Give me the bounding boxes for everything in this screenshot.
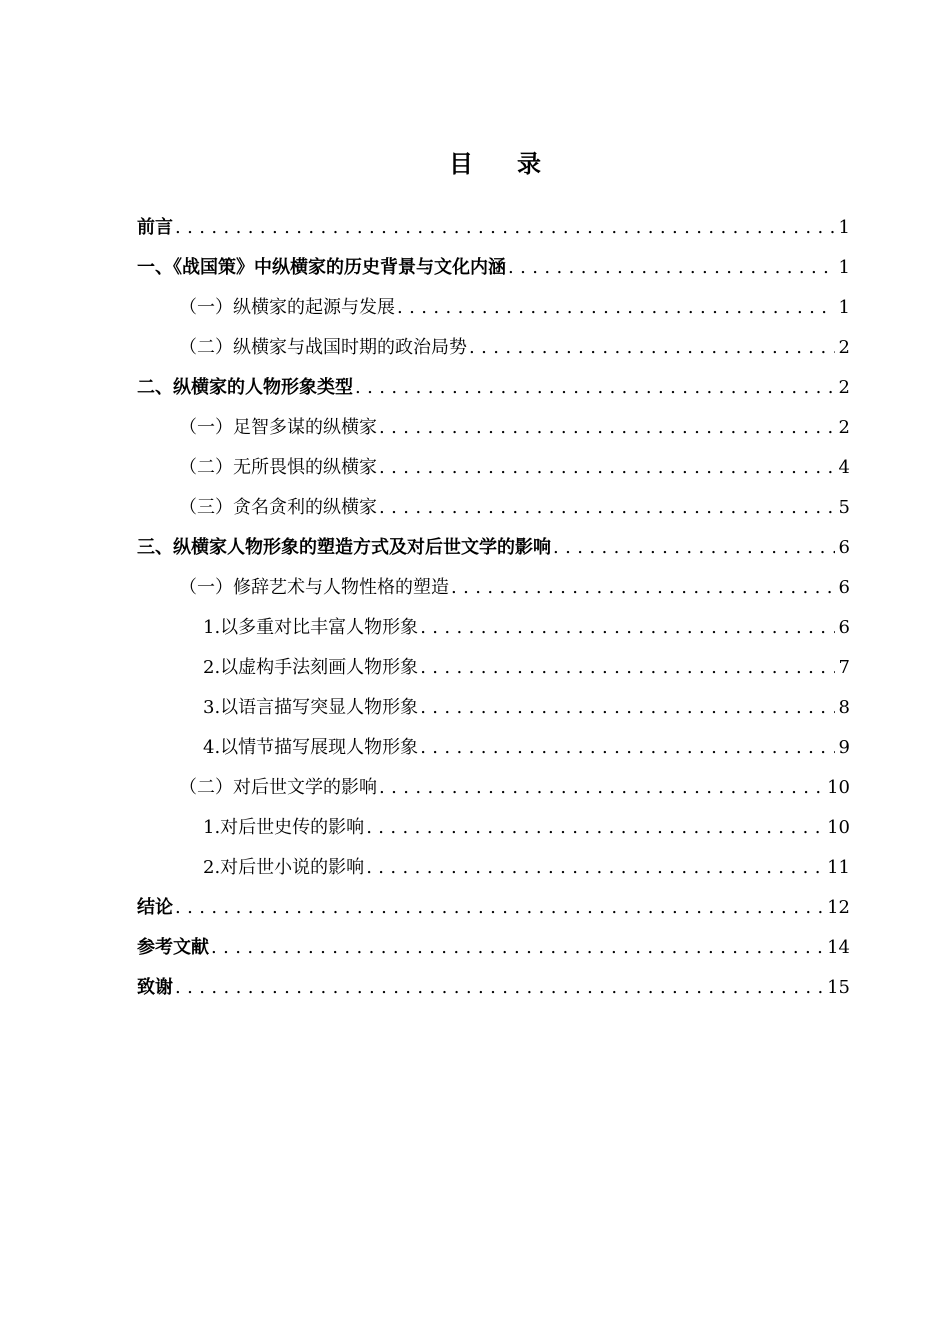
toc-entry-page-number: 5 bbox=[838, 497, 850, 518]
toc-entry-page-number: 15 bbox=[827, 977, 850, 998]
toc-entry[interactable] bbox=[137, 968, 850, 1008]
toc-entry[interactable] bbox=[137, 688, 850, 728]
toc-entry[interactable] bbox=[137, 408, 850, 448]
toc-dot-leader bbox=[211, 928, 823, 968]
toc-dot-leader bbox=[420, 688, 834, 728]
toc-entry-page-number: 2 bbox=[838, 337, 850, 358]
toc-entry-page-number: 4 bbox=[838, 457, 850, 478]
toc-entry[interactable] bbox=[137, 888, 850, 928]
toc-entry-label: 前言 bbox=[137, 217, 173, 238]
table-of-contents bbox=[137, 208, 850, 1008]
toc-entry-label: 2.以虚构手法刻画人物形象 bbox=[203, 657, 419, 678]
toc-entry[interactable] bbox=[137, 528, 850, 568]
toc-dot-leader bbox=[379, 448, 835, 488]
toc-entry-page-number: 6 bbox=[838, 617, 850, 638]
toc-entry[interactable] bbox=[137, 648, 850, 688]
toc-entry-page-number: 14 bbox=[827, 937, 850, 958]
toc-dot-leader bbox=[366, 848, 823, 888]
toc-entry-label: （一）修辞艺术与人物性格的塑造 bbox=[179, 577, 449, 598]
toc-entry-label: （二）对后世文学的影响 bbox=[179, 777, 377, 798]
toc-dot-leader bbox=[451, 568, 835, 608]
toc-entry-label: 二、纵横家的人物形象类型 bbox=[137, 377, 353, 398]
toc-entry-label: 2.对后世小说的影响 bbox=[203, 857, 365, 878]
toc-entry-label: 三、纵横家人物形象的塑造方式及对后世文学的影响 bbox=[137, 537, 551, 558]
toc-dot-leader bbox=[366, 808, 823, 848]
toc-entry-label: （一）纵横家的起源与发展 bbox=[179, 297, 395, 318]
toc-dot-leader bbox=[469, 328, 835, 368]
toc-dot-leader bbox=[420, 728, 834, 768]
toc-entry[interactable] bbox=[137, 368, 850, 408]
toc-entry-page-number: 10 bbox=[827, 817, 850, 838]
toc-dot-leader bbox=[175, 208, 835, 248]
toc-entry-label: （一）足智多谋的纵横家 bbox=[179, 417, 377, 438]
toc-dot-leader bbox=[508, 248, 835, 288]
toc-entry-label: 4.以情节描写展现人物形象 bbox=[203, 737, 419, 758]
toc-entry-label: （三）贪名贪利的纵横家 bbox=[179, 497, 377, 518]
toc-entry-label: （二）纵横家与战国时期的政治局势 bbox=[179, 337, 467, 358]
toc-dot-leader bbox=[175, 888, 823, 928]
toc-title-right: 录 bbox=[517, 149, 541, 178]
toc-entry[interactable] bbox=[137, 488, 850, 528]
toc-entry-page-number: 1 bbox=[838, 297, 850, 318]
toc-entry-page-number: 1 bbox=[838, 217, 850, 238]
toc-dot-leader bbox=[379, 488, 835, 528]
toc-entry-page-number: 9 bbox=[838, 737, 850, 758]
toc-entry-page-number: 7 bbox=[838, 657, 850, 678]
toc-entry[interactable] bbox=[137, 808, 850, 848]
toc-entry-label: 1.以多重对比丰富人物形象 bbox=[203, 617, 419, 638]
toc-entry-label: 参考文献 bbox=[137, 937, 209, 958]
toc-entry-page-number: 6 bbox=[838, 577, 850, 598]
toc-entry-label: 3.以语言描写突显人物形象 bbox=[203, 697, 419, 718]
toc-entry-page-number: 12 bbox=[827, 897, 850, 918]
toc-entry[interactable] bbox=[137, 328, 850, 368]
toc-entry[interactable] bbox=[137, 608, 850, 648]
toc-entry[interactable] bbox=[137, 288, 850, 328]
toc-entry-page-number: 1 bbox=[838, 257, 850, 278]
toc-dot-leader bbox=[553, 528, 835, 568]
toc-entry[interactable] bbox=[137, 928, 850, 968]
toc-entry-label: （二）无所畏惧的纵横家 bbox=[179, 457, 377, 478]
toc-entry[interactable] bbox=[137, 248, 850, 288]
toc-title-left: 目 bbox=[449, 149, 473, 178]
toc-entry-label: 1.对后世史传的影响 bbox=[203, 817, 365, 838]
toc-entry-page-number: 2 bbox=[838, 377, 850, 398]
toc-entry[interactable] bbox=[137, 448, 850, 488]
toc-entry[interactable] bbox=[137, 728, 850, 768]
toc-title bbox=[0, 144, 950, 179]
toc-entry-label: 致谢 bbox=[137, 977, 173, 998]
toc-dot-leader bbox=[420, 608, 834, 648]
toc-entry[interactable] bbox=[137, 848, 850, 888]
toc-entry-label: 结论 bbox=[137, 897, 173, 918]
toc-dot-leader bbox=[355, 368, 835, 408]
toc-entry[interactable] bbox=[137, 568, 850, 608]
toc-entry-page-number: 2 bbox=[838, 417, 850, 438]
toc-entry-page-number: 11 bbox=[827, 857, 850, 878]
toc-dot-leader bbox=[420, 648, 834, 688]
toc-entry-page-number: 10 bbox=[827, 777, 850, 798]
toc-dot-leader bbox=[379, 768, 823, 808]
toc-dot-leader bbox=[175, 968, 823, 1008]
toc-entry-page-number: 6 bbox=[838, 537, 850, 558]
toc-entry-label: 一、《战国策》中纵横家的历史背景与文化内涵 bbox=[137, 257, 506, 278]
toc-entry-page-number: 8 bbox=[838, 697, 850, 718]
toc-entry[interactable] bbox=[137, 768, 850, 808]
toc-dot-leader bbox=[397, 288, 835, 328]
toc-dot-leader bbox=[379, 408, 835, 448]
toc-entry[interactable] bbox=[137, 208, 850, 248]
